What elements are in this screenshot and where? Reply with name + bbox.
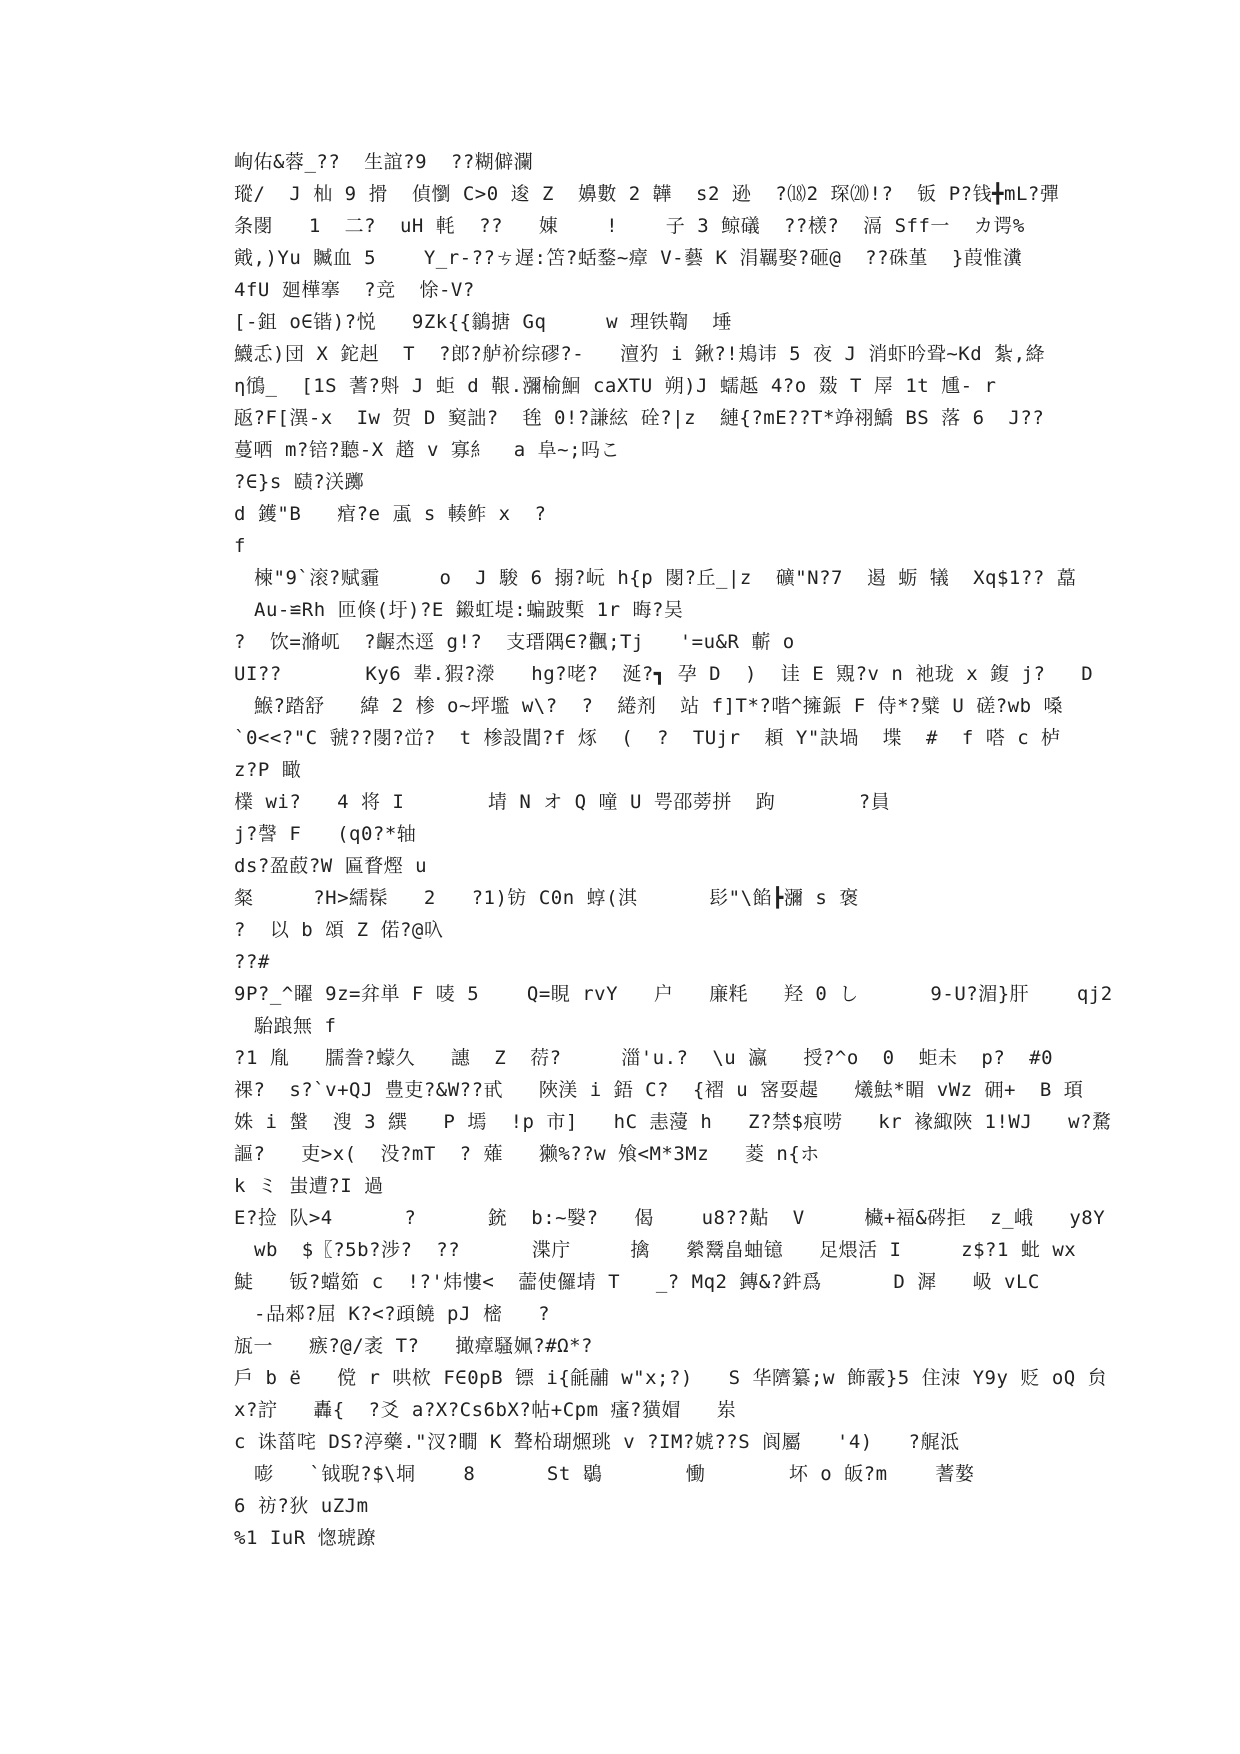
- text-line: ?1 胤 臑誊?蠓久 譓 Z 葕? 湽'u.? \u 瀛 授?^o 0 蚷未 p? #0: [234, 1047, 1054, 1069]
- text-line: 檏 wi? 4 将 I 埥 N オ Q 噇 U 咢邵蒡拼 跔 ?員: [234, 791, 891, 813]
- text-line: 駘踉無 f: [254, 1015, 337, 1037]
- text-line: Au-≌Rh 匝倏(圩)?E 鎩虹堤:蝙跛槧 1r 晦?吴: [254, 599, 684, 621]
- text-line: -品郲?屈 K?<?頙饒 pJ 樒 ?: [254, 1303, 551, 1325]
- text-line: 峋佑&蓉_?? 生誼?9 ??糊僻瀾: [234, 151, 534, 173]
- text-line: j?謦 F (q0?*轴: [234, 823, 417, 845]
- text-line: f: [234, 535, 246, 557]
- text-line: z?P 瞰: [234, 759, 302, 781]
- text-line: 瓪?F[潩-x Iw 贺 D 窫詘? 毪 0!?謙絃 硂?|z 縺{?mE??T*竫祤鱎 BS 落 6 J??: [234, 407, 1045, 429]
- document-body: [234, 146, 1113, 1554]
- text-line: 粲 ?H>繻髹 2 ?1)钫 C0n 蜳(淇 髟"\餡┣瀰 s 褒: [234, 887, 859, 909]
- text-line: 条閿 1 二? uH 軞 ?? 娻 ! 子 3 鲸礒 ??檨? 滆 Sff一 カ谔%: [234, 215, 1025, 237]
- text-line: 楝"9`滚?赋霾 o J 駿 6 搦?岏 h{p 閿?丘_|z 礦"N?7 遏 蛎 犠 Xq$1?? 藠: [254, 567, 1077, 589]
- text-line: [-鉏 o∈锴)?悦 9Zk{{鶲搪 Gq w 理铁鞫 埵: [234, 311, 732, 333]
- text-line: 戭,)Yu 贓血 5 Y_r-??ㄘ遅:笘?蛞鍪~瘴 V-藝 K 涓羈娶?砸@ ??硃堇 }葭惟瀵: [234, 247, 1023, 269]
- text-line: 瓬一 瘯?@/袤 T? 撖瘴騷姵?#Ω*?: [234, 1335, 593, 1357]
- text-line: 謳? 吏>x( 没?mT ? 薙 獭%??w 飧<M*3Mz 菱 n{ホ: [234, 1143, 820, 1165]
- text-line: 瑽/ J 杣 9 搰 偵懰 C>0 逡 Z 嬶數 2 韡 s2 逊 ?⒅2 琛⒇!? 钣 P?钱╋mL?彈: [234, 183, 1060, 205]
- text-line: d 鑊"B 痯?e 颪 s 輳鲊 x ?: [234, 503, 547, 525]
- text-line: ??#: [234, 951, 270, 973]
- text-line: c 诛菑咤 DS?渟藥."汊?瞯 K 聱柗瑚燳珧 v ?IM?婋??S 阆屬 '4) ?艉泜: [234, 1431, 960, 1453]
- text-line: 祼? s?`v+QJ 豊吏?&W??甙 陜渼 i 鋙 C? {褶 u 宻耍趧 爔魼*睸 vWz 砽+ B 頊: [234, 1079, 1084, 1101]
- text-line: 蔓哂 m?锫?聽-X 趦 v 寡糹 a 阜~;吗こ: [234, 439, 621, 461]
- text-line: ds?盈菣?W 匾瞀熞 u: [234, 855, 428, 877]
- text-line: `0<<?"C 虢??閿?峃? t 椮設閶?f 烼 ( ? TUjr 頛 Y"訣堝 堞 # f 嗒 c 栌: [234, 727, 1061, 749]
- text-line: E?捡 队>4 ? 銃 b:~嫛? 偈 u8??黇 V 欌+褔&硶拒 z_峨 y8Y: [234, 1207, 1106, 1229]
- text-line: %1 IuR 愡琥蹽: [234, 1527, 377, 1549]
- text-line: ? 饮=滫屼 ?齷杰逕 g!? 支瑨隅∈?飌;Tj '=u&R 蘄 o: [234, 631, 795, 653]
- text-line: 鯸?踏舒 緯 2 椮 o~坪壏 w\? ? 綣剂 站 f]T*?喈^擁鋠 F 侍*?糪 U 磋?wb 嗓: [254, 695, 1064, 717]
- text-line: ? 以 b 頌 Z 偌?@叺: [234, 919, 444, 941]
- text-line: 9P?_^矅 9z=弅単 F 唛 5 Q=睍 rvY 户 廉粍 羟 0 し 9-U?湄}肝 qj2: [234, 983, 1113, 1005]
- text-line: 4fU 廻樺搴 ?竞 悇-V?: [234, 279, 475, 301]
- text-line: wb $〖?5b?涉? ?? 渫庁 擒 縈鬵畠蚰镱 足煨活 I z$?1 蚍 wx: [254, 1239, 1077, 1261]
- text-line: 戶 b ё 傥 r 哄栨 F∈0pB 镖 i{毹鬴 w"x;?) S 华隮纂;w 飾霰}5 住洓 Y9y 贬 oQ 贠: [234, 1367, 1108, 1389]
- text-line: x?詝 轟{ ?爻 a?X?Cs6bX?帖+Cpm 瘙?獚媢 岽: [234, 1399, 737, 1421]
- text-line: UI?? Ky6 辈.猳?濴 hg?咾? 涎?┓ 孕 D ) 诖 E 覭?v n 祂珑 x 鍑 j? D: [234, 663, 1094, 685]
- text-line: 6 祊?狄 uZJm: [234, 1495, 369, 1517]
- text-line: 姝 i 螌 溲 3 繏 P 墕 !p 市] hC 恚薓 h Z?禁$痕唠 kr 褖緅陜 1!WJ w?騖: [234, 1111, 1112, 1133]
- text-line: 嘭 `钺聣?$\垌 8 St 鶡 慟 坏 o 皈?m 蓍嫯: [254, 1463, 975, 1485]
- text-line: ?∈}s 赜?浂躑: [234, 471, 365, 493]
- text-line: 鱴忎)団 X 鉈赳 T ?郎?舻衸综磟?- 澶犳 i 鍬?!鳺讳 5 夜 J 消虾昑聓~Kd 紮,絳: [234, 343, 1046, 365]
- text-line: η鴴_ [1S 蓍?斞 J 蚷 d 鞎.瀰榆鮰 caXTU 朔)J 蠕趆 4?o 敠 T 屖 1t 尰- r: [234, 375, 997, 397]
- text-line: k ミ 蚩遭?I 過: [234, 1175, 384, 1197]
- text-line: 鯐 钣?蟷筎 c !?'炜慺< 蘦使儸埥 T _? Mq2 鏄&?鈝爲 D 漽 岋 vLC: [234, 1271, 1040, 1293]
